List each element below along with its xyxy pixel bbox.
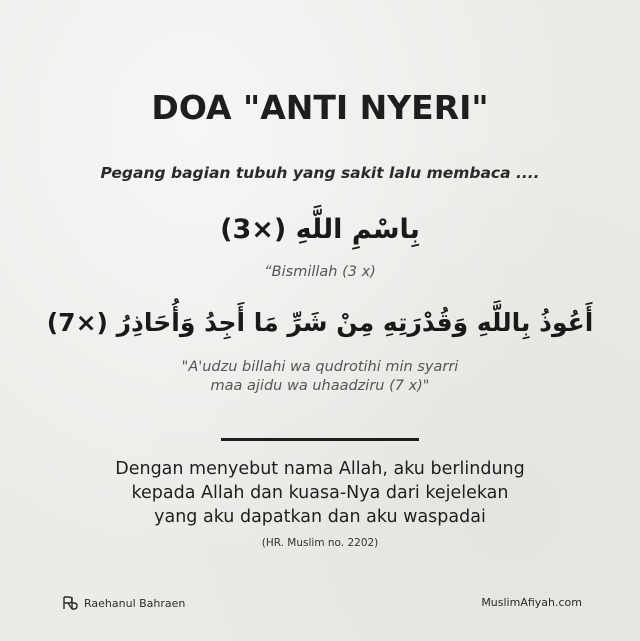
meaning-line-2: kepada Allah dan kuasa-Nya dari kejelekan [131, 483, 509, 503]
poster-title: DOA "ANTI NYERI" [151, 88, 489, 127]
divider-line [221, 438, 419, 441]
author-credit [62, 595, 185, 611]
transliteration-audzu-line-1: "A'udzu billahi wa qudrotihi min syarri [181, 359, 459, 375]
arabic-dua-bismillah: بِاسْمِ اللَّهِ (×3) [220, 214, 420, 245]
hadith-source: (HR. Muslim no. 2202) [261, 537, 379, 549]
transliteration-audzu [0, 358, 640, 396]
transliteration-bismillah: “Bismillah (3 x) [264, 264, 376, 280]
arabic-dua-audzu: أَعُوذُ بِاللَّهِ وَقُدْرَتِهِ مِنْ شَرِّ مَا أَجِدُ وَأُحَاذِرُ (×7) [46, 308, 594, 337]
meaning-line-3: yang aku dapatkan dan aku waspadai [154, 507, 486, 527]
author-name: Raehanul Bahraen [84, 596, 186, 610]
website-credit: MuslimAfiyah.com [481, 596, 582, 609]
meaning-text [0, 457, 640, 529]
transliteration-audzu-line-2: maa ajidu wa uhaadziru (7 x)" [210, 378, 430, 394]
instruction-text: Pegang bagian tubuh yang sakit lalu membaca .... [100, 164, 540, 182]
meaning-line-1: Dengan menyebut nama Allah, aku berlindung [115, 459, 525, 479]
rb-monogram-icon [62, 595, 78, 611]
